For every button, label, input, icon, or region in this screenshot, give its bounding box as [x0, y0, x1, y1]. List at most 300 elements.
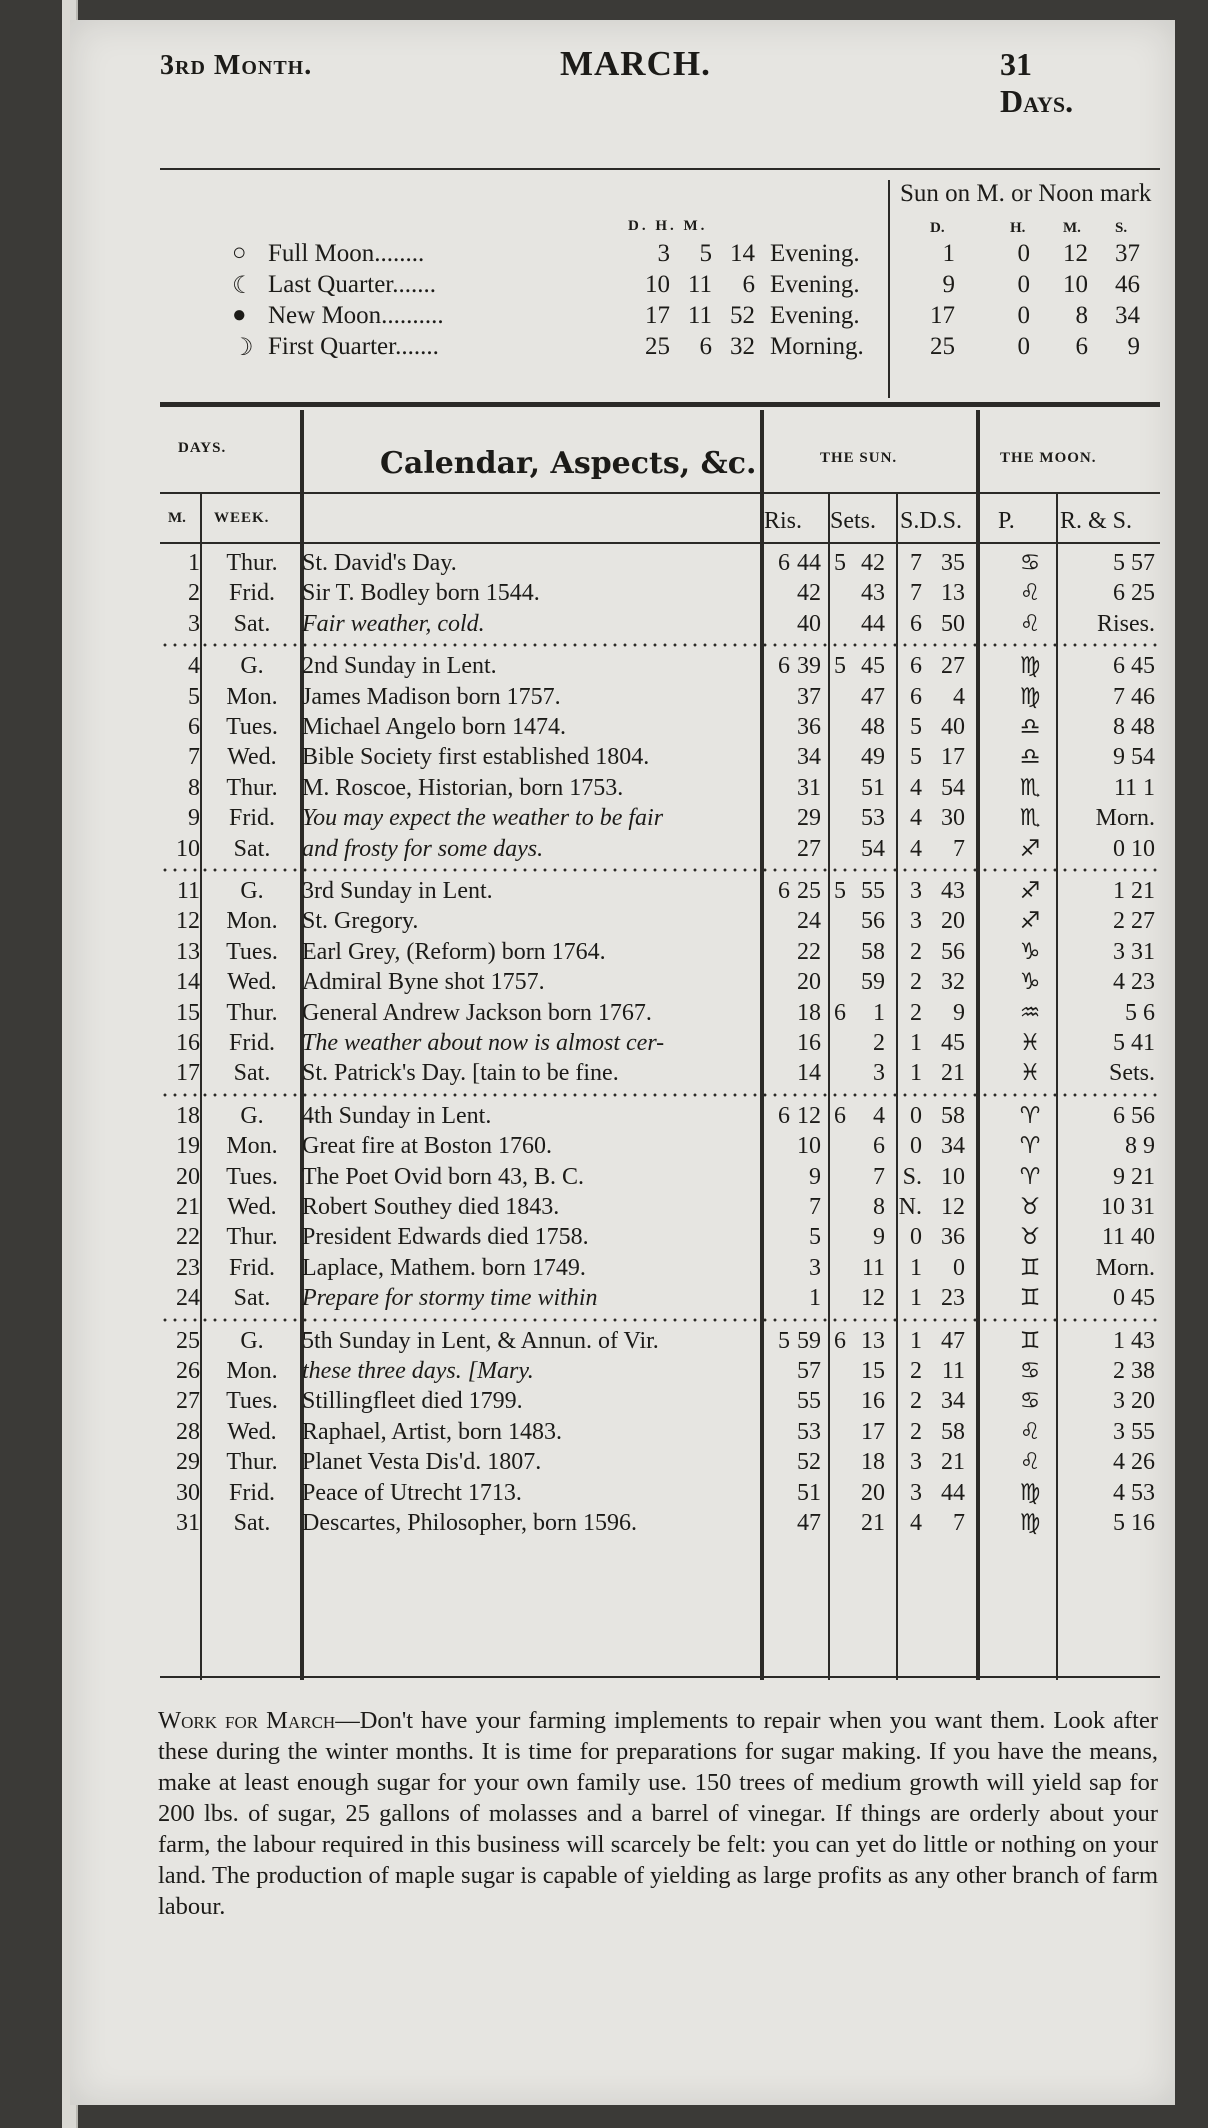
- sun-declination-degree: 6: [910, 683, 922, 710]
- moon-rise-set: 3 20: [1113, 1388, 1155, 1415]
- moon-place-icon: ♈: [1019, 1102, 1041, 1129]
- sun-declination-degree: 7: [910, 580, 922, 607]
- sun-set-hour: 6: [834, 999, 846, 1026]
- day-of-week: Mon.: [226, 1358, 278, 1384]
- moon-place-icon: ♌: [1019, 1418, 1041, 1445]
- sun-declination-minute: 43: [941, 878, 965, 904]
- moon-phase-row: [160, 271, 1160, 302]
- moon-rise-set: 2 38: [1113, 1358, 1155, 1384]
- sun-declination-degree: 2: [910, 1388, 922, 1415]
- moon-rise-set: 0 10: [1113, 835, 1155, 862]
- sun-rise-minute: 42: [797, 580, 821, 607]
- sun-set-hour: 6: [834, 1102, 846, 1129]
- moon-place-icon: ♐: [1019, 835, 1041, 862]
- sun-declination-minute: 32: [941, 969, 965, 996]
- phase-minute: 14: [730, 240, 755, 267]
- calendar-event: Earl Grey, (Reform) born 1764.: [302, 938, 606, 965]
- table-row: [160, 1103, 1160, 1133]
- moon-rise-set: 5 57: [1113, 550, 1155, 576]
- table-row: [160, 653, 1160, 683]
- phase-time: Morning.: [770, 333, 864, 360]
- moon-place-icon: ♋: [1019, 550, 1041, 576]
- moon-place-icon: ♌: [1019, 1449, 1041, 1476]
- day-of-week: Thur.: [226, 1224, 278, 1251]
- week-separator: [160, 1318, 1160, 1322]
- day-of-month: 30: [176, 1479, 200, 1506]
- sun-sub-m: M.: [1063, 220, 1081, 236]
- day-of-month: 20: [176, 1163, 200, 1190]
- calendar-event: Stillingfleet died 1799.: [302, 1388, 523, 1415]
- sun-declination-degree: 0: [910, 1133, 922, 1160]
- sun-rise-minute: 1: [809, 1285, 821, 1312]
- table-row: [160, 550, 1160, 580]
- sun-declination-minute: 20: [941, 908, 965, 935]
- header-row-rule: [160, 492, 1160, 494]
- sun-set-minute: 4: [873, 1102, 885, 1129]
- day-of-month: 2: [188, 580, 200, 607]
- sun-declination-degree: 4: [910, 835, 922, 862]
- sun-rise-minute: 16: [797, 1030, 821, 1056]
- week-separator: [160, 643, 1160, 647]
- phase-time: Evening.: [770, 302, 860, 329]
- sun-set-minute: 18: [861, 1449, 885, 1476]
- day-of-week: Thur.: [226, 550, 278, 576]
- calendar-header: Calendar, Aspects, &c.: [380, 446, 757, 481]
- sun-declination-degree: 1: [910, 1285, 922, 1312]
- sun-set-minute: 13: [861, 1327, 885, 1354]
- table-bottom-rule: [160, 1676, 1160, 1678]
- sun-hour: 0: [1017, 333, 1030, 360]
- moon-place-icon: ♌: [1019, 610, 1041, 637]
- phases-bottom-rule: [160, 402, 1160, 407]
- days-count: 31 Days.: [1000, 46, 1074, 119]
- sun-rise-minute: 5: [809, 1224, 821, 1251]
- day-of-month: 1: [188, 550, 200, 576]
- moon-phase-row: [160, 240, 1160, 271]
- sun-hour: 0: [1017, 271, 1030, 298]
- table-row: [160, 1194, 1160, 1224]
- moon-rise-set: 5 6: [1125, 999, 1155, 1026]
- moon-rise-set: 6 45: [1113, 653, 1155, 680]
- day-of-month: 9: [188, 805, 200, 832]
- moon-rise-set: 4 23: [1113, 969, 1155, 996]
- sun-minute: 10: [1063, 271, 1088, 298]
- sun-declination-degree: 2: [910, 1358, 922, 1384]
- sun-sub-h: H.: [1010, 220, 1026, 236]
- sun-rise-minute: 55: [797, 1388, 821, 1415]
- sun-declination-degree: 7: [910, 550, 922, 576]
- phase-minute: 32: [730, 333, 755, 360]
- sun-set-minute: 42: [861, 550, 885, 576]
- ris-header: Ris.: [764, 508, 803, 534]
- moon-place-icon: ♋: [1019, 1388, 1041, 1415]
- sun-declination-degree: 1: [910, 1327, 922, 1354]
- sun-declination-minute: 40: [941, 714, 965, 740]
- sun-second: 9: [1127, 333, 1140, 360]
- sun-day: 1: [942, 240, 955, 267]
- sun-rise-hour: 6: [778, 653, 790, 680]
- sun-declination-minute: 30: [941, 805, 965, 832]
- sun-set-minute: 45: [861, 653, 885, 680]
- sun-declination-minute: 27: [941, 653, 965, 680]
- sun-declination-minute: 56: [941, 938, 965, 965]
- calendar-event: Sir T. Bodley born 1544.: [302, 580, 540, 607]
- sds-header: S.D.S.: [900, 508, 963, 534]
- table-row: [160, 805, 1160, 835]
- sun-day: 25: [930, 333, 955, 360]
- day-of-week: Sat.: [233, 835, 271, 862]
- sun-rise-minute: 57: [797, 1358, 821, 1384]
- day-of-week: Wed.: [227, 744, 277, 771]
- sun-set-hour: 5: [834, 550, 846, 576]
- sets-header: Sets.: [830, 508, 877, 534]
- moon-rise-set: 5 41: [1113, 1030, 1155, 1056]
- day-of-month: 18: [176, 1102, 200, 1129]
- table-row: [160, 714, 1160, 744]
- sun-sub-s: S.: [1115, 220, 1128, 236]
- sun-rise-minute: 12: [797, 1102, 821, 1129]
- sun-declination-minute: 34: [941, 1133, 965, 1160]
- day-of-month: 5: [188, 683, 200, 710]
- calendar-event: 5th Sunday in Lent, & Annun. of Vir.: [302, 1327, 659, 1354]
- day-of-week: G.: [240, 878, 264, 904]
- sun-declination-minute: 17: [941, 744, 965, 771]
- day-of-week: G.: [240, 1327, 264, 1354]
- sun-declination-degree: 0: [910, 1102, 922, 1129]
- table-row: [160, 684, 1160, 714]
- day-of-month: 6: [188, 714, 200, 740]
- phase-name: Last Quarter.......: [268, 271, 437, 298]
- sun-day: 9: [942, 271, 955, 298]
- day-of-month: 11: [176, 878, 200, 904]
- sun-declination-minute: 21: [941, 1060, 965, 1087]
- sun-set-minute: 47: [861, 683, 885, 710]
- sun-declination-degree: 2: [910, 1418, 922, 1445]
- calendar-event: Admiral Byne shot 1757.: [302, 969, 545, 996]
- calendar-event: these three days. [Mary.: [302, 1358, 534, 1384]
- table-row: [160, 1358, 1160, 1388]
- sun-declination-minute: 50: [941, 610, 965, 637]
- moon-place-icon: ♑: [1019, 938, 1041, 965]
- moon-rise-set: 0 45: [1113, 1285, 1155, 1312]
- sun-set-minute: 51: [861, 774, 885, 801]
- sun-set-minute: 1: [873, 999, 885, 1026]
- table-row: [160, 1030, 1160, 1060]
- day-of-month: 27: [176, 1388, 200, 1415]
- moon-place-icon: ♍: [1019, 683, 1041, 710]
- sun-rise-minute: 24: [797, 908, 821, 935]
- sun-set-minute: 12: [861, 1285, 885, 1312]
- moon-rise-set: 11 40: [1101, 1224, 1155, 1251]
- sun-declination-minute: 10: [941, 1163, 965, 1190]
- sun-set-minute: 53: [861, 805, 885, 832]
- sun-declination-minute: 9: [953, 999, 965, 1026]
- moon-place-icon: ♐: [1019, 878, 1041, 904]
- sun-rise-minute: 22: [797, 938, 821, 965]
- sun-set-minute: 49: [861, 744, 885, 771]
- day-of-week: Sat.: [233, 610, 271, 637]
- days-header: DAYS.: [178, 440, 227, 456]
- moon-rise-set: 4 26: [1113, 1449, 1155, 1476]
- sun-declination-degree: 1: [910, 1060, 922, 1087]
- sun-rise-minute: 44: [797, 550, 821, 576]
- sun-declination-degree: 5: [910, 744, 922, 771]
- sun-declination-degree: 1: [910, 1030, 922, 1056]
- moon-place-icon: ♋: [1019, 1358, 1041, 1384]
- moon-place-icon: ♈: [1019, 1163, 1041, 1190]
- moon-rise-set: 4 53: [1113, 1479, 1155, 1506]
- sun-rise-minute: 51: [797, 1479, 821, 1506]
- day-of-month: 13: [176, 938, 200, 965]
- moon-place-icon: ♉: [1019, 1224, 1041, 1251]
- calendar-event: Bible Society first established 1804.: [302, 744, 650, 771]
- day-of-week: Mon.: [226, 1133, 278, 1160]
- day-of-month: 7: [188, 744, 200, 771]
- sun-second: 34: [1115, 302, 1140, 329]
- day-of-week: Sat.: [233, 1285, 271, 1312]
- day-of-month: 16: [176, 1030, 200, 1056]
- sun-rise-minute: 9: [809, 1163, 821, 1190]
- moon-rise-set: 9 21: [1113, 1163, 1155, 1190]
- day-of-week: Tues.: [226, 938, 278, 965]
- sun-rise-minute: 31: [797, 774, 821, 801]
- sun-set-hour: 5: [834, 653, 846, 680]
- day-of-week: Wed.: [227, 969, 277, 996]
- sun-rise-hour: 6: [778, 1102, 790, 1129]
- sun-set-minute: 59: [861, 969, 885, 996]
- sun-declination-minute: 54: [941, 774, 965, 801]
- sun-declination-degree: 4: [910, 774, 922, 801]
- sun-declination-degree: N.: [898, 1194, 922, 1220]
- sun-rise-minute: 20: [797, 969, 821, 996]
- moon-rise-set: 1 43: [1113, 1327, 1155, 1354]
- sun-rise-minute: 29: [797, 805, 821, 832]
- sun-declination-degree: 1: [910, 1254, 922, 1281]
- sun-rise-minute: 53: [797, 1418, 821, 1445]
- sun-declination-minute: 7: [953, 835, 965, 862]
- moon-rise-set: 8 48: [1113, 714, 1155, 740]
- day-of-month: 3: [188, 610, 200, 637]
- moon-rise-set: 7 46: [1113, 683, 1155, 710]
- calendar-event: M. Roscoe, Historian, born 1753.: [302, 774, 624, 801]
- moon-rise-set: Morn.: [1095, 1254, 1155, 1281]
- sun-rise-minute: 37: [797, 683, 821, 710]
- moon-rise-set: 11 1: [1113, 774, 1155, 801]
- table-row: [160, 969, 1160, 999]
- moon-rise-set: Sets.: [1108, 1060, 1155, 1087]
- table-row: [160, 1133, 1160, 1163]
- sun-rise-minute: 7: [809, 1194, 821, 1220]
- day-of-month: 23: [176, 1254, 200, 1281]
- table-row: [160, 1224, 1160, 1254]
- rs-header: R. & S.: [1060, 508, 1133, 534]
- phase-name: New Moon..........: [268, 302, 444, 329]
- sun-declination-degree: 0: [910, 1224, 922, 1251]
- moon-place-icon: ♈: [1019, 1133, 1041, 1160]
- calendar-event: Planet Vesta Dis'd. 1807.: [302, 1449, 542, 1476]
- calendar-event: Peace of Utrecht 1713.: [302, 1479, 522, 1506]
- day-of-month: 21: [176, 1194, 200, 1220]
- sun-set-minute: 15: [861, 1358, 885, 1384]
- calendar-event: Robert Southey died 1843.: [302, 1194, 560, 1220]
- moon-rise-set: 5 16: [1113, 1510, 1155, 1536]
- sun-rise-minute: 18: [797, 999, 821, 1026]
- week-separator: [160, 1093, 1160, 1097]
- table-row: [160, 878, 1160, 908]
- calendar-event: Descartes, Philosopher, born 1596.: [302, 1510, 637, 1536]
- moon-place-icon: ♓: [1019, 1030, 1041, 1056]
- moon-place-icon: ♐: [1019, 908, 1041, 935]
- sun-declination-minute: 47: [941, 1327, 965, 1354]
- sun-declination-degree: 2: [910, 969, 922, 996]
- sun-set-minute: 54: [861, 835, 885, 862]
- day-of-week: Thur.: [226, 999, 278, 1026]
- day-of-month: 8: [188, 774, 200, 801]
- sun-second: 37: [1115, 240, 1140, 267]
- sun-declination-minute: 58: [941, 1418, 965, 1445]
- sun-declination-minute: 12: [941, 1194, 965, 1220]
- sun-set-minute: 17: [861, 1418, 885, 1445]
- day-of-month: 14: [176, 969, 200, 996]
- day-of-month: 19: [176, 1133, 200, 1160]
- m-header: M.: [168, 510, 186, 526]
- sun-set-minute: 16: [861, 1388, 885, 1415]
- sun-set-hour: 5: [834, 878, 846, 904]
- calendar-event: St. Gregory.: [302, 908, 419, 935]
- table-row: [160, 611, 1160, 641]
- phase-hour: 11: [687, 271, 712, 298]
- sun-set-minute: 11: [861, 1254, 885, 1281]
- calendar-event: The Poet Ovid born 43, B. C.: [302, 1163, 584, 1190]
- phase-day: 10: [645, 271, 670, 298]
- calendar-event: Great fire at Boston 1760.: [302, 1133, 552, 1160]
- phase-day: 25: [645, 333, 670, 360]
- day-of-month: 26: [176, 1358, 200, 1384]
- calendar-event: You may expect the weather to be fair: [302, 805, 664, 832]
- sun-rise-minute: 47: [797, 1510, 821, 1536]
- table-row: [160, 836, 1160, 866]
- sun-rise-minute: 3: [809, 1254, 821, 1281]
- sun-set-minute: 56: [861, 908, 885, 935]
- phase-day: 17: [645, 302, 670, 329]
- sun-set-minute: 6: [873, 1133, 885, 1160]
- moon-place-icon: ♑: [1019, 969, 1041, 996]
- moon-phase-row: [160, 302, 1160, 333]
- moon-rise-set: 1 21: [1113, 878, 1155, 904]
- moon-place-icon: ♓: [1019, 1060, 1041, 1087]
- sun-rise-minute: 40: [797, 610, 821, 637]
- table-row: [160, 1328, 1160, 1358]
- sun-set-minute: 2: [873, 1030, 885, 1056]
- moon-place-icon: ♉: [1019, 1194, 1041, 1220]
- calendar-table: [160, 410, 1160, 1680]
- sun-declination-degree: 2: [910, 999, 922, 1026]
- dhm-header: D. H. M.: [628, 218, 708, 234]
- sun-set-minute: 20: [861, 1479, 885, 1506]
- sun-set-minute: 9: [873, 1224, 885, 1251]
- phase-icon: ●: [232, 302, 247, 328]
- phase-icon: ☾: [232, 273, 254, 299]
- table-row: [160, 744, 1160, 774]
- month-number: 3rd Month.: [160, 50, 313, 81]
- day-of-week: Sat.: [233, 1060, 271, 1087]
- sun-declination-degree: 6: [910, 653, 922, 680]
- moon-rise-set: 3 31: [1113, 938, 1155, 965]
- work-lead: Work for March: [158, 1707, 336, 1734]
- phase-name: Full Moon........: [268, 240, 425, 267]
- table-row: [160, 1285, 1160, 1315]
- phase-time: Evening.: [770, 240, 860, 267]
- sun-set-minute: 21: [861, 1510, 885, 1536]
- day-of-month: 17: [176, 1060, 200, 1087]
- day-of-month: 25: [176, 1327, 200, 1354]
- sun-declination-minute: 23: [941, 1285, 965, 1312]
- table-row: [160, 1510, 1160, 1540]
- sun-rise-minute: 39: [797, 653, 821, 680]
- calendar-event: St. Patrick's Day. [tain to be fine.: [302, 1060, 619, 1087]
- month-title: MARCH.: [560, 44, 711, 83]
- sun-declination-degree: 2: [910, 938, 922, 965]
- moon-place-icon: ♎: [1019, 714, 1041, 740]
- calendar-event: and frosty for some days.: [302, 835, 544, 862]
- table-row: [160, 1449, 1160, 1479]
- day-of-month: 29: [176, 1449, 200, 1476]
- sun-set-minute: 44: [861, 610, 885, 637]
- sun-declination-minute: 11: [941, 1358, 965, 1384]
- moon-rise-set: 10 31: [1101, 1194, 1155, 1220]
- phase-day: 3: [657, 240, 670, 267]
- header-rule: [160, 168, 1160, 170]
- moon-place-icon: ♊: [1019, 1285, 1041, 1312]
- sun-rise-minute: 10: [797, 1133, 821, 1160]
- sun-declination-degree: 3: [910, 878, 922, 904]
- sun-header: THE SUN.: [820, 450, 898, 466]
- sun-declination-minute: 58: [941, 1102, 965, 1129]
- day-of-week: G.: [240, 653, 264, 680]
- table-row: [160, 1480, 1160, 1510]
- sun-minute: 8: [1075, 302, 1088, 329]
- day-of-month: 12: [176, 908, 200, 935]
- week-separator: [160, 868, 1160, 872]
- sun-declination-minute: 45: [941, 1030, 965, 1056]
- moon-place-icon: ♎: [1019, 744, 1041, 771]
- day-of-month: 15: [176, 999, 200, 1026]
- sun-declination-degree: 3: [910, 908, 922, 935]
- day-of-month: 22: [176, 1224, 200, 1251]
- moon-phase-row: [160, 333, 1160, 364]
- table-row: [160, 1388, 1160, 1418]
- moon-place-icon: ♌: [1019, 580, 1041, 607]
- moon-place-icon: ♏: [1019, 805, 1041, 832]
- sun-declination-degree: 6: [910, 610, 922, 637]
- table-row: [160, 908, 1160, 938]
- sun-declination-minute: 34: [941, 1388, 965, 1415]
- day-of-week: Frid.: [228, 580, 275, 607]
- moon-rise-set: 2 27: [1113, 908, 1155, 935]
- sun-set-minute: 3: [873, 1060, 885, 1087]
- table-row: [160, 939, 1160, 969]
- calendar-event: Prepare for stormy time within: [302, 1285, 598, 1312]
- moon-place-icon: ♍: [1019, 1510, 1041, 1536]
- moon-place-icon: ♍: [1019, 653, 1041, 680]
- header-bottom-rule: [160, 542, 1160, 544]
- moon-place-icon: ♍: [1019, 1479, 1041, 1506]
- sun-rise-minute: 59: [797, 1327, 821, 1354]
- sun-declination-degree: 3: [910, 1479, 922, 1506]
- p-header: P.: [998, 508, 1015, 534]
- phase-hour: 5: [699, 240, 712, 267]
- moon-rise-set: 9 54: [1113, 744, 1155, 771]
